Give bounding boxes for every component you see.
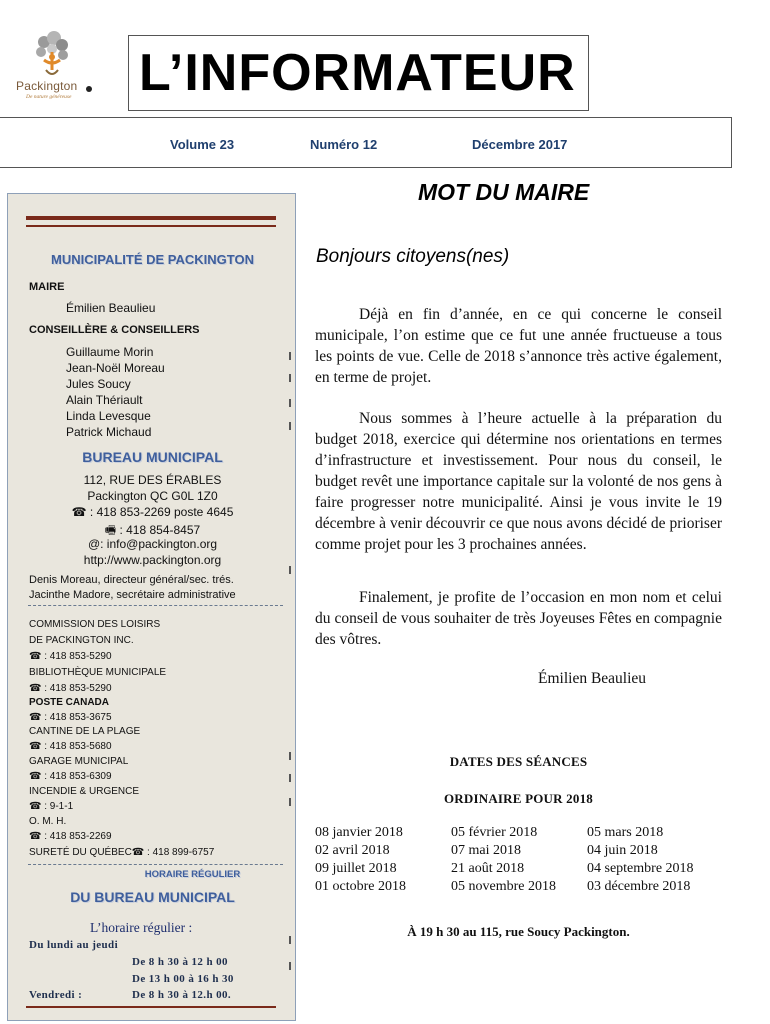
hours-days-weekdays: Du lundi au jeudi [29, 939, 119, 951]
contact-phone: ☎ : 418 853-5290 [29, 683, 112, 694]
office-heading: BUREAU MUNICIPAL [82, 449, 223, 465]
hours-intro: L’horaire régulier : [90, 920, 193, 935]
session-date: 05 février 2018 [451, 825, 538, 840]
municipality-heading: MUNICIPALITÉ DE PACKINGTON [51, 252, 254, 267]
session-date: 09 juillet 2018 [315, 861, 397, 876]
sidebar-edge-mark [289, 374, 291, 382]
sidebar-edge-mark [289, 962, 291, 970]
contact-phone: ☎ : 418 853-6309 [29, 771, 112, 782]
hours-slot: De 8 h 30 à 12 h 00 [132, 956, 228, 968]
article-paragraph: Finalement, je profite de l’occasion en mon nom et celui du conseil de vous souhaiter de très Joyeuses Fêtes en compagnie des vôtres. [315, 589, 722, 648]
mayor-name: Émilien Beaulieu [66, 301, 156, 315]
sessions-location: À 19 h 30 au 115, rue Soucy Packington. [407, 924, 630, 939]
councillors-label: CONSEILLÈRE & CONSEILLERS [29, 324, 200, 336]
hours-slot: De 13 h 00 à 16 h 30 [132, 973, 234, 985]
councillor-name: Jules Soucy [66, 377, 131, 391]
contact-name: GARAGE MUNICIPAL [29, 756, 129, 767]
office-city: Packington QC G0L 1Z0 [87, 489, 218, 503]
article-title: MOT DU MAIRE [418, 179, 590, 205]
councillor-name: Jean-Noël Moreau [66, 361, 165, 375]
issue-number: Numéro 12 [310, 137, 378, 152]
logo-name: Packington [16, 79, 78, 93]
office-phone: ☎ : 418 853-2269 poste 4645 [71, 505, 234, 519]
issue-bar [0, 117, 732, 168]
contact-phone: ☎ : 418 853-3675 [29, 712, 112, 723]
sidebar-edge-mark [289, 566, 291, 574]
session-date: 07 mai 2018 [451, 843, 521, 858]
contact-phone: ☎ : 418 853-5680 [29, 741, 112, 752]
office-address: 112, RUE DES ÉRABLES [83, 473, 222, 487]
contact-name: BIBLIOTHÈQUE MUNICIPALE [29, 667, 167, 678]
session-date: 05 mars 2018 [587, 825, 664, 840]
hours-heading-small: HORAIRE RÉGULIER [144, 869, 241, 880]
article-greeting: Bonjours citoyens(nes) [316, 246, 510, 267]
councillor-name: Guillaume Morin [66, 345, 154, 359]
contact-phone: ☎ : 418 853-2269 [29, 831, 112, 842]
staff-line: Denis Moreau, directeur général/sec. trés. [29, 574, 234, 586]
contact-name: CANTINE DE LA PLAGE [29, 726, 141, 737]
sidebar-rule-top-thin [26, 225, 276, 227]
newsletter-title-box [128, 35, 589, 111]
contact-phone: ☎ : 9-1-1 [29, 801, 74, 812]
session-date: 01 octobre 2018 [315, 879, 406, 894]
sidebar [7, 193, 296, 1021]
staff-line: Jacinthe Madore, secrétaire administrative [29, 589, 236, 601]
session-date: 03 décembre 2018 [587, 879, 691, 894]
contact-name: DE PACKINGTON INC. [29, 635, 134, 646]
sessions-title: DATES DES SÉANCES [449, 754, 588, 769]
sessions-subtitle: ORDINAIRE POUR 2018 [444, 791, 593, 806]
mayor-label: MAIRE [29, 281, 65, 293]
councillor-name: Linda Levesque [66, 409, 151, 423]
tree-logo-icon [32, 30, 72, 80]
logo-tagline: De nature généreuse [26, 94, 72, 100]
contact-phone: ☎ : 418 853-5290 [29, 651, 112, 662]
sessions-dates-grid [315, 824, 725, 896]
article-signature: Émilien Beaulieu [538, 670, 647, 687]
sidebar-edge-mark [289, 352, 291, 360]
article-paragraph: Nous sommes à l’heure actuelle à la préparation du budget 2018, exercice qui détermine nos orientations en termes d’infrastructure et investissement. Pour nous du conseil, le budget revêt une importance capitale sur la volonté de nos gens à faire progresser notre municipalité. Ainsi je vous invite le 19 décembre à venir découvrir ce que nous avons décidé de prioriser comme projet pour les 3 prochaines années. [315, 410, 722, 553]
sidebar-edge-mark [289, 798, 291, 806]
office-fax: 🖷 : 418 854-8457 [104, 523, 201, 537]
contact-name: INCENDIE & URGENCE [29, 786, 140, 797]
office-website[interactable]: http://www.packington.org [83, 553, 222, 567]
councillor-name: Patrick Michaud [66, 425, 152, 439]
session-date: 05 novembre 2018 [451, 879, 556, 894]
contact-name: COMMISSION DES LOISIRS [29, 619, 161, 630]
office-email[interactable]: @: info@packington.org [87, 537, 218, 551]
article-paragraph: Déjà en fin d’année, en ce qui concerne le conseil municipale, l’on estime que ce fut une année fructueuse a tous les points de vue. Celle de 2018 s’annonce très active également, en terme de projet. [315, 306, 722, 386]
session-date: 21 août 2018 [451, 861, 525, 876]
logo-dot [86, 86, 92, 92]
sidebar-divider [28, 864, 283, 865]
sidebar-divider [28, 605, 283, 606]
sidebar-edge-mark [289, 774, 291, 782]
session-date: 04 septembre 2018 [587, 861, 694, 876]
contact-name: O. M. H. [29, 816, 67, 827]
surete-contact: SURETÉ DU QUÉBEC☎ : 418 899-6757 [29, 847, 215, 858]
sidebar-edge-mark [289, 936, 291, 944]
issue-date: Décembre 2017 [472, 137, 568, 152]
newsletter-title: L’INFORMATEUR [139, 44, 576, 102]
session-date: 08 janvier 2018 [315, 825, 403, 840]
session-date: 02 avril 2018 [315, 843, 390, 858]
councillor-name: Alain Thériault [66, 393, 143, 407]
hours-days-friday: Vendredi : [29, 989, 83, 1001]
sidebar-rule-bottom [26, 1006, 276, 1008]
sidebar-edge-mark [289, 422, 291, 430]
hours-heading: DU BUREAU MUNICIPAL [70, 889, 235, 905]
packington-logo [12, 30, 92, 106]
issue-volume: Volume 23 [170, 137, 235, 152]
hours-slot: De 8 h 30 à 12.h 00. [132, 989, 232, 1001]
sidebar-edge-mark [289, 752, 291, 760]
sidebar-rule-top [26, 216, 276, 220]
session-date: 04 juin 2018 [587, 843, 658, 858]
sidebar-edge-mark [289, 399, 291, 407]
contact-name: POSTE CANADA [29, 697, 110, 708]
